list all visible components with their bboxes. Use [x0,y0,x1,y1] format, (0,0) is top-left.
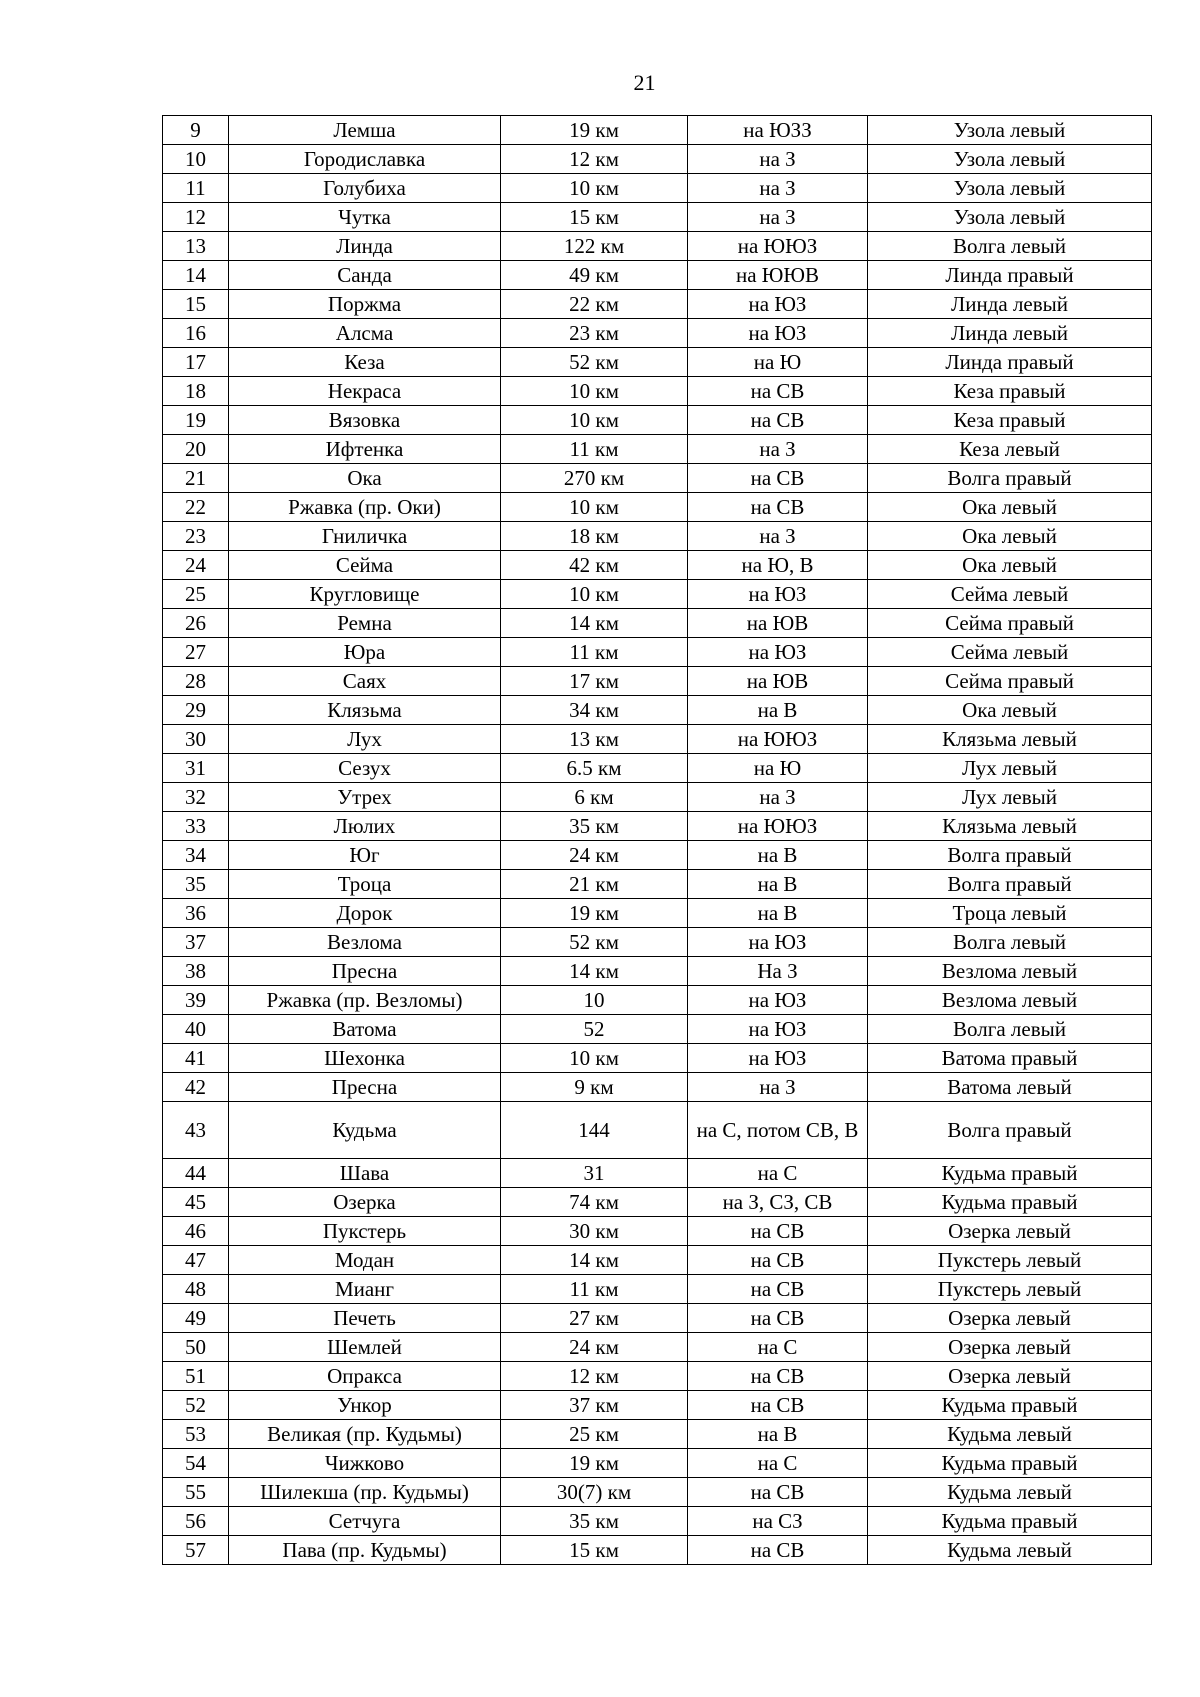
row-number-cell: 38 [163,957,229,986]
river-direction-cell: на СВ [688,1536,868,1565]
river-direction-cell: на СВ [688,1362,868,1391]
table-row [163,203,1152,232]
table-row [163,609,1152,638]
row-number-cell: 48 [163,1275,229,1304]
table-row [163,696,1152,725]
river-direction-cell: на СВ [688,1304,868,1333]
river-direction-cell: на ЮЮЗ [688,725,868,754]
river-length-cell: 144 [501,1102,688,1159]
page-number: 21 [633,70,656,95]
row-number-cell: 30 [163,725,229,754]
river-length-cell: 6.5 км [501,754,688,783]
river-direction-cell: на СВ [688,1217,868,1246]
row-number-cell: 47 [163,1246,229,1275]
row-number-cell: 33 [163,812,229,841]
river-direction-cell: на Ю, В [688,551,868,580]
river-length-cell: 10 км [501,580,688,609]
table-row [163,638,1152,667]
river-direction-cell: на СВ [688,406,868,435]
river-name-cell: Ржавка (пр. Оки) [229,493,501,522]
row-number-cell: 54 [163,1449,229,1478]
river-length-cell: 15 км [501,1536,688,1565]
table-row [163,1044,1152,1073]
row-number-cell: 36 [163,899,229,928]
table-row [163,348,1152,377]
river-name-cell: Ифтенка [229,435,501,464]
row-number-cell: 51 [163,1362,229,1391]
table-row [163,1449,1152,1478]
row-number-cell: 56 [163,1507,229,1536]
river-direction-cell: на СЗ [688,1507,868,1536]
river-name-cell: Модан [229,1246,501,1275]
river-direction-cell: на С [688,1333,868,1362]
row-number-cell: 57 [163,1536,229,1565]
river-length-cell: 25 км [501,1420,688,1449]
tributary-of-cell: Кудьма правый [868,1188,1152,1217]
river-name-cell: Алсма [229,319,501,348]
tributary-of-cell: Волга левый [868,1015,1152,1044]
river-direction-cell: на З [688,174,868,203]
river-length-cell: 31 [501,1159,688,1188]
row-number-cell: 23 [163,522,229,551]
row-number-cell: 24 [163,551,229,580]
river-name-cell: Лух [229,725,501,754]
river-direction-cell: на З [688,522,868,551]
river-length-cell: 35 км [501,812,688,841]
table-row [163,1536,1152,1565]
tributary-of-cell: Сейма правый [868,609,1152,638]
river-name-cell: Шилекша (пр. Кудьмы) [229,1478,501,1507]
river-length-cell: 14 км [501,1246,688,1275]
river-name-cell: Печеть [229,1304,501,1333]
table-row [163,1188,1152,1217]
river-name-cell: Опракса [229,1362,501,1391]
table-row [163,1015,1152,1044]
table-row [163,1246,1152,1275]
river-direction-cell: на В [688,870,868,899]
river-length-cell: 19 км [501,1449,688,1478]
river-length-cell: 74 км [501,1188,688,1217]
river-length-cell: 10 км [501,493,688,522]
river-direction-cell: на СВ [688,493,868,522]
tributary-of-cell: Ока левый [868,696,1152,725]
river-direction-cell: на СВ [688,1391,868,1420]
river-direction-cell: на СВ [688,1246,868,1275]
tributary-of-cell: Узола левый [868,145,1152,174]
tributary-of-cell: Кудьма левый [868,1478,1152,1507]
river-name-cell: Мианг [229,1275,501,1304]
river-length-cell: 11 км [501,638,688,667]
river-direction-cell: на З [688,435,868,464]
row-number-cell: 18 [163,377,229,406]
river-name-cell: Сезух [229,754,501,783]
tributary-of-cell: Линда левый [868,319,1152,348]
river-direction-cell: на ЮВ [688,667,868,696]
river-name-cell: Чутка [229,203,501,232]
row-number-cell: 53 [163,1420,229,1449]
row-number-cell: 50 [163,1333,229,1362]
tributary-of-cell: Кеза правый [868,406,1152,435]
river-name-cell: Везлома [229,928,501,957]
tributary-of-cell: Волга левый [868,928,1152,957]
row-number-cell: 49 [163,1304,229,1333]
river-length-cell: 23 км [501,319,688,348]
row-number-cell: 10 [163,145,229,174]
river-length-cell: 10 км [501,1044,688,1073]
row-number-cell: 16 [163,319,229,348]
river-name-cell: Пресна [229,1073,501,1102]
tributary-of-cell: Сейма правый [868,667,1152,696]
river-name-cell: Лемша [229,116,501,145]
river-name-cell: Ункор [229,1391,501,1420]
tributary-of-cell: Клязьма левый [868,812,1152,841]
row-number-cell: 27 [163,638,229,667]
table-row [163,841,1152,870]
tributary-of-cell: Сейма левый [868,580,1152,609]
river-length-cell: 24 км [501,841,688,870]
table-row [163,551,1152,580]
river-direction-cell: на Ю [688,754,868,783]
river-length-cell: 52 км [501,348,688,377]
tributary-of-cell: Клязьма левый [868,725,1152,754]
table-row [163,667,1152,696]
river-name-cell: Пукстерь [229,1217,501,1246]
table-row [163,899,1152,928]
river-length-cell: 30(7) км [501,1478,688,1507]
tributary-of-cell: Волга правый [868,1102,1152,1159]
table-row [163,1362,1152,1391]
row-number-cell: 40 [163,1015,229,1044]
river-length-cell: 6 км [501,783,688,812]
river-name-cell: Сейма [229,551,501,580]
tributary-of-cell: Узола левый [868,174,1152,203]
river-name-cell: Вязовка [229,406,501,435]
table-row [163,377,1152,406]
tributary-of-cell: Волга правый [868,841,1152,870]
table-row [163,261,1152,290]
river-length-cell: 14 км [501,609,688,638]
river-length-cell: 27 км [501,1304,688,1333]
table-row [163,290,1152,319]
table-row [163,493,1152,522]
river-name-cell: Шемлей [229,1333,501,1362]
river-direction-cell: на СВ [688,1478,868,1507]
row-number-cell: 31 [163,754,229,783]
river-length-cell: 21 км [501,870,688,899]
row-number-cell: 14 [163,261,229,290]
river-length-cell: 35 км [501,1507,688,1536]
tributary-of-cell: Кудьма левый [868,1420,1152,1449]
tributary-of-cell: Волга правый [868,464,1152,493]
table-row [163,435,1152,464]
river-direction-cell: на С, потом СВ, В [688,1102,868,1159]
table-row [163,1333,1152,1362]
tributary-of-cell: Озерка левый [868,1217,1152,1246]
table-row [163,1102,1152,1159]
river-length-cell: 10 км [501,406,688,435]
river-name-cell: Озерка [229,1188,501,1217]
row-number-cell: 52 [163,1391,229,1420]
rivers-table [162,115,1152,1565]
river-name-cell: Санда [229,261,501,290]
table-row [163,812,1152,841]
tributary-of-cell: Ока левый [868,551,1152,580]
river-direction-cell: на ЮЗ [688,580,868,609]
river-length-cell: 11 км [501,1275,688,1304]
river-length-cell: 11 км [501,435,688,464]
table-row [163,1478,1152,1507]
row-number-cell: 45 [163,1188,229,1217]
table-row [163,1275,1152,1304]
river-name-cell: Городиславка [229,145,501,174]
river-direction-cell: на В [688,696,868,725]
river-name-cell: Гниличка [229,522,501,551]
river-direction-cell: на В [688,1420,868,1449]
river-length-cell: 10 [501,986,688,1015]
river-name-cell: Клязьма [229,696,501,725]
river-length-cell: 30 км [501,1217,688,1246]
table-row [163,1507,1152,1536]
row-number-cell: 34 [163,841,229,870]
river-direction-cell: на ЮЗ [688,986,868,1015]
river-length-cell: 270 км [501,464,688,493]
river-direction-cell: на ЮЗ [688,1015,868,1044]
row-number-cell: 44 [163,1159,229,1188]
tributary-of-cell: Лух левый [868,754,1152,783]
table-row [163,783,1152,812]
river-length-cell: 13 км [501,725,688,754]
tributary-of-cell: Линда левый [868,290,1152,319]
table-row [163,986,1152,1015]
river-name-cell: Утрех [229,783,501,812]
tributary-of-cell: Троца левый [868,899,1152,928]
river-length-cell: 34 км [501,696,688,725]
river-length-cell: 12 км [501,1362,688,1391]
river-length-cell: 10 км [501,377,688,406]
tributary-of-cell: Пукстерь левый [868,1275,1152,1304]
river-length-cell: 122 км [501,232,688,261]
river-direction-cell: на ЮЮЗ [688,812,868,841]
river-length-cell: 24 км [501,1333,688,1362]
tributary-of-cell: Волга правый [868,870,1152,899]
row-number-cell: 32 [163,783,229,812]
river-direction-cell: на В [688,841,868,870]
river-length-cell: 49 км [501,261,688,290]
river-name-cell: Великая (пр. Кудьмы) [229,1420,501,1449]
tributary-of-cell: Кудьма правый [868,1159,1152,1188]
row-number-cell: 42 [163,1073,229,1102]
river-direction-cell: на ЮВ [688,609,868,638]
river-direction-cell: на ЮЗ [688,928,868,957]
river-name-cell: Юг [229,841,501,870]
river-name-cell: Чижково [229,1449,501,1478]
tributary-of-cell: Кеза правый [868,377,1152,406]
table-row [163,1391,1152,1420]
tributary-of-cell: Кудьма левый [868,1536,1152,1565]
table-row [163,232,1152,261]
river-length-cell: 42 км [501,551,688,580]
river-direction-cell: на СВ [688,464,868,493]
row-number-cell: 20 [163,435,229,464]
row-number-cell: 35 [163,870,229,899]
table-row [163,174,1152,203]
tributary-of-cell: Озерка левый [868,1304,1152,1333]
table-row [163,754,1152,783]
tributary-of-cell: Линда правый [868,348,1152,377]
river-direction-cell: на ЮЮВ [688,261,868,290]
tributary-of-cell: Озерка левый [868,1333,1152,1362]
table-row [163,1217,1152,1246]
tributary-of-cell: Ока левый [868,493,1152,522]
row-number-cell: 26 [163,609,229,638]
table-row [163,1304,1152,1333]
tributary-of-cell: Сейма левый [868,638,1152,667]
row-number-cell: 19 [163,406,229,435]
river-name-cell: Ржавка (пр. Везломы) [229,986,501,1015]
row-number-cell: 41 [163,1044,229,1073]
river-length-cell: 52 [501,1015,688,1044]
row-number-cell: 21 [163,464,229,493]
river-direction-cell: на З [688,783,868,812]
river-direction-cell: на С [688,1159,868,1188]
tributary-of-cell: Ватома левый [868,1073,1152,1102]
tributary-of-cell: Лух левый [868,783,1152,812]
tributary-of-cell: Узола левый [868,203,1152,232]
table-row [163,1420,1152,1449]
river-name-cell: Шава [229,1159,501,1188]
tributary-of-cell: Кудьма правый [868,1449,1152,1478]
river-name-cell: Ока [229,464,501,493]
table-row [163,928,1152,957]
tributary-of-cell: Озерка левый [868,1362,1152,1391]
table-row [163,319,1152,348]
row-number-cell: 11 [163,174,229,203]
table-row [163,464,1152,493]
river-length-cell: 14 км [501,957,688,986]
row-number-cell: 55 [163,1478,229,1507]
river-length-cell: 9 км [501,1073,688,1102]
river-length-cell: 19 км [501,116,688,145]
river-direction-cell: на ЮЗ [688,319,868,348]
table-row [163,406,1152,435]
river-direction-cell: на ЮЗ [688,290,868,319]
river-name-cell: Юра [229,638,501,667]
river-direction-cell: на З [688,1073,868,1102]
river-name-cell: Пресна [229,957,501,986]
row-number-cell: 13 [163,232,229,261]
river-direction-cell: на ЮЗ [688,638,868,667]
table-row [163,145,1152,174]
river-name-cell: Поржма [229,290,501,319]
tributary-of-cell: Ока левый [868,522,1152,551]
tributary-of-cell: Кудьма правый [868,1391,1152,1420]
river-name-cell: Саях [229,667,501,696]
tributary-of-cell: Ватома правый [868,1044,1152,1073]
river-direction-cell: на ЮЮЗ [688,232,868,261]
river-direction-cell: на С [688,1449,868,1478]
table-row [163,1159,1152,1188]
row-number-cell: 43 [163,1102,229,1159]
row-number-cell: 25 [163,580,229,609]
tributary-of-cell: Кудьма правый [868,1507,1152,1536]
table-row [163,116,1152,145]
row-number-cell: 17 [163,348,229,377]
tributary-of-cell: Кеза левый [868,435,1152,464]
row-number-cell: 15 [163,290,229,319]
river-direction-cell: на СВ [688,1275,868,1304]
river-name-cell: Некраса [229,377,501,406]
rivers-table-body [163,116,1152,1565]
river-direction-cell: на З, СЗ, СВ [688,1188,868,1217]
river-length-cell: 52 км [501,928,688,957]
river-length-cell: 18 км [501,522,688,551]
tributary-of-cell: Линда правый [868,261,1152,290]
row-number-cell: 22 [163,493,229,522]
row-number-cell: 46 [163,1217,229,1246]
river-name-cell: Голубиха [229,174,501,203]
river-name-cell: Сетчуга [229,1507,501,1536]
table-row [163,1073,1152,1102]
tributary-of-cell: Волга левый [868,232,1152,261]
river-name-cell: Ремна [229,609,501,638]
river-length-cell: 22 км [501,290,688,319]
river-name-cell: Шехонка [229,1044,501,1073]
table-row [163,870,1152,899]
row-number-cell: 28 [163,667,229,696]
river-direction-cell: на ЮЗ [688,1044,868,1073]
river-name-cell: Кеза [229,348,501,377]
row-number-cell: 29 [163,696,229,725]
river-length-cell: 37 км [501,1391,688,1420]
river-length-cell: 17 км [501,667,688,696]
river-length-cell: 12 км [501,145,688,174]
river-length-cell: 15 км [501,203,688,232]
river-length-cell: 10 км [501,174,688,203]
river-direction-cell: на В [688,899,868,928]
river-name-cell: Ватома [229,1015,501,1044]
river-direction-cell: на ЮЗЗ [688,116,868,145]
table-row [163,580,1152,609]
row-number-cell: 39 [163,986,229,1015]
river-length-cell: 19 км [501,899,688,928]
tributary-of-cell: Пукстерь левый [868,1246,1152,1275]
river-name-cell: Линда [229,232,501,261]
river-direction-cell: На З [688,957,868,986]
river-direction-cell: на З [688,145,868,174]
table-row [163,522,1152,551]
river-direction-cell: на З [688,203,868,232]
river-direction-cell: на Ю [688,348,868,377]
row-number-cell: 37 [163,928,229,957]
row-number-cell: 9 [163,116,229,145]
river-direction-cell: на СВ [688,377,868,406]
table-row [163,957,1152,986]
tributary-of-cell: Узола левый [868,116,1152,145]
river-name-cell: Люлих [229,812,501,841]
river-name-cell: Пава (пр. Кудьмы) [229,1536,501,1565]
river-name-cell: Кудьма [229,1102,501,1159]
table-row [163,725,1152,754]
tributary-of-cell: Везлома левый [868,957,1152,986]
river-name-cell: Троца [229,870,501,899]
row-number-cell: 12 [163,203,229,232]
tributary-of-cell: Везлома левый [868,986,1152,1015]
river-name-cell: Кругловище [229,580,501,609]
river-name-cell: Дорок [229,899,501,928]
